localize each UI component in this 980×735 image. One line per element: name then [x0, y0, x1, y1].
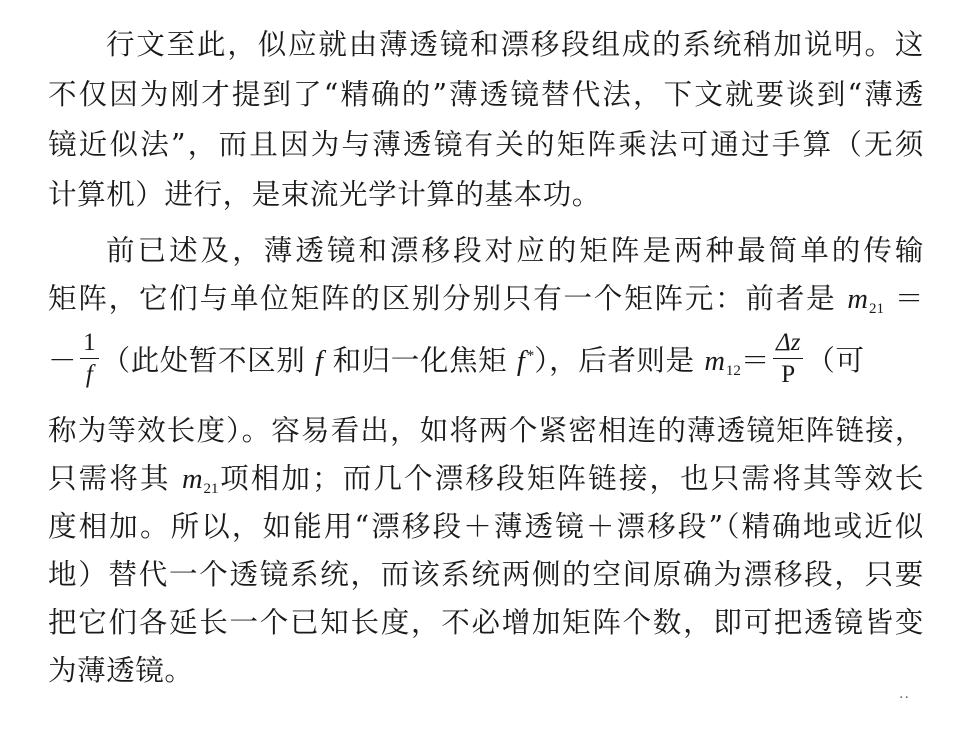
page-number-mark: ··: [899, 690, 910, 706]
paragraph-2-line-1: 前已述及，薄透镜和漂移段对应的矩阵是两种最简单的传输: [106, 234, 924, 267]
paragraph-2-line-4: 称为等效长度）。容易看出，如将两个紧密相连的薄透镜矩阵链接，: [48, 414, 924, 447]
paragraph-2-line-6: 度相加。所以，如能用“漂移段＋薄透镜＋漂移段”（精确地或近似: [48, 510, 924, 543]
paragraph-2-line-8: 把它们各延长一个已知长度，不必增加矩阵个数，即可把透镜皆变: [48, 606, 924, 639]
matrix-element-m12: $m_{12}$: [704, 346, 741, 379]
paragraph-1-line-3: 镜近似法”，而且因为与薄透镜有关的矩阵乘法可通过手算（无须: [48, 128, 924, 161]
paragraph-2-line-7: 地）替代一个透镜系统，而该系统两侧的空间原确为漂移段，只要: [48, 558, 924, 591]
matrix-element-m21: $m_{21}$: [847, 284, 884, 317]
paragraph-2-line-3: － $\frac{1}{f}$ （此处暂不区别 f 和归一化焦矩 f *），后者则是 $m_{12}=$ $\frac{\Delta z}{P}$ （可: [48, 329, 865, 388]
minus-sign: －: [48, 344, 78, 377]
line-2-text: 矩阵，它们与单位矩阵的区别分别只有一个矩阵元：前者是: [48, 282, 837, 315]
variable-f-star: f *: [516, 346, 535, 377]
paragraph-1-line-1: 行文至此，似应就由薄透镜和漂移段组成的系统稍加说明。这: [106, 28, 924, 61]
paragraph-1-line-4: 计算机）进行，是束流光学计算的基本功。: [48, 178, 601, 211]
paragraph-2-line-9: 为薄透镜。: [48, 654, 194, 687]
variable-f: f: [314, 346, 323, 377]
paragraph-1-line-2: 不仅因为刚才提到了“精确的”薄透镜替代法，下文就要谈到“薄透: [48, 78, 924, 111]
equals-sign: ＝: [894, 282, 924, 315]
fraction-delta-z-over-p: $\frac{\Delta z}{P}$: [773, 330, 803, 387]
matrix-element-m21-b: $m_{21}$: [181, 464, 219, 497]
paragraph-2-line-5: 只需将其 $m_{21}$项相加；而几个漂移段矩阵链接，也只需将其等效长: [48, 462, 924, 497]
fraction-one-over-f: $\frac{1}{f}$: [80, 330, 99, 387]
equals-sign-2: ＝: [740, 344, 771, 377]
